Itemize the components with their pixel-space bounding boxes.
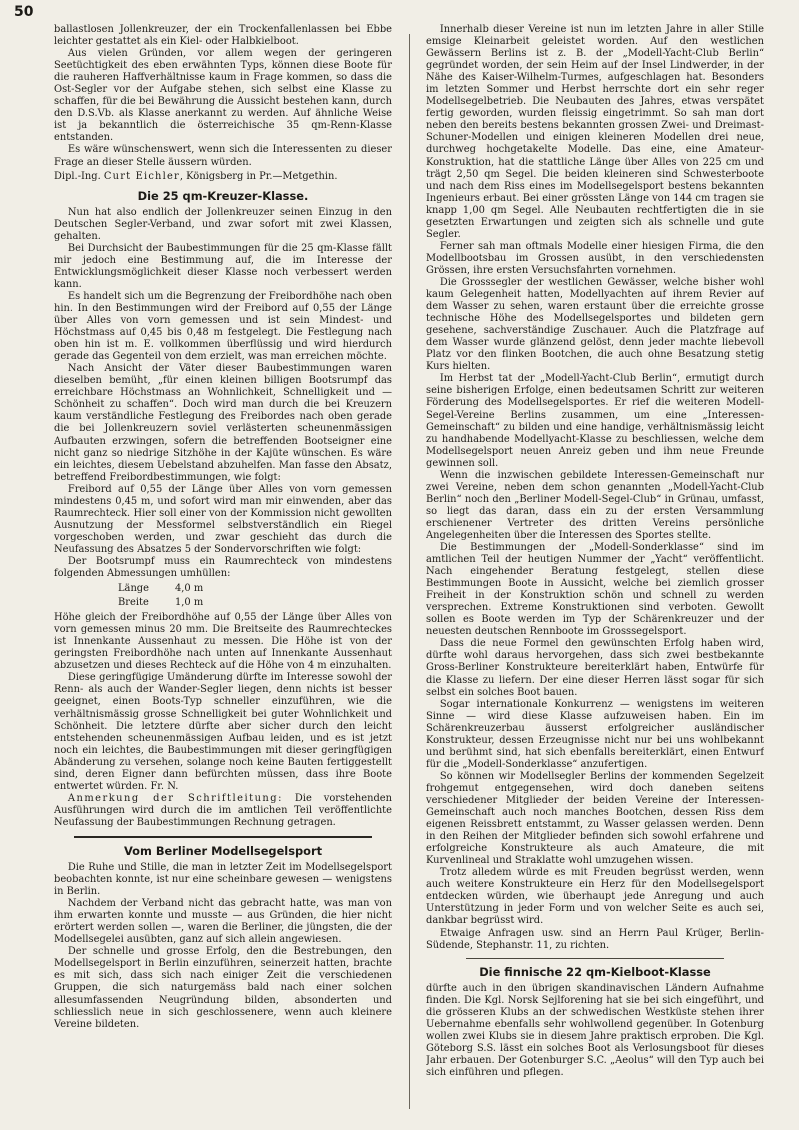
page-number: 50 bbox=[14, 4, 34, 20]
article-paragraph: Dass die neue Formel den gewünschten Erfolg haben wird, dürfte wohl daraus hervorgehen, dass sich zwei bestbekannte Gross-Berliner Konstrukteure bereiterklärt haben, Entwürfe für die Klasse zu liefern. Der eine dieser Herren lässt sogar für sich selbst ein solches Boot bauen. bbox=[426, 638, 764, 698]
dimension-row bbox=[118, 597, 227, 609]
article-heading-22qm: Die finnische 22 qm-Kielboot-Klasse bbox=[479, 964, 711, 979]
article-paragraph: Der schnelle und grosse Erfolg, den die Bestrebungen, den Modellsegelsport in Berlin einzuführen, seinerzeit hatten, brachte es mit sich, dass sich nach einiger Zeit die verschiedenen Gruppen, die sich naturgemäss bald nach einer solchen allesumfassenden Neugründung bilden, absonderten und schliesslich neue in sich geschlossenere, wenn auch kleinere Vereine bildeten. bbox=[54, 946, 392, 1030]
column-divider bbox=[409, 34, 410, 1109]
editor-note-label: Anmerkung der Schriftleitung: bbox=[67, 792, 283, 804]
article-paragraph: Nach Ansicht der Väter dieser Baubestimmungen waren dieselben bemüht, „für einen kleinen billigen Bootsrumpf das erreichbare Höchstmass an Wohnlichkeit, Schnelligkeit und — Schönheit zu schaffen“. Doch wird man durch die bei Kreuzern kaum verständliche Festlegung des Freibordes nach oben gerade die bei Jollenkreuzern soviel verlästerten scheunenmässigen Aufbauten erzwingen, sofern die betreffenden Bootseigner eine nicht ganz so niedrige Sitzhöhe in der Kajüte wünschen. Es wäre ein leichtes, diesem Uebelstand abzuhelfen. Man fasse den Absatz, betreffend Freibordbestimmungen, wie folgt: bbox=[54, 363, 392, 483]
article-paragraph: Die Ruhe und Stille, die man in letzter Zeit im Modellsegelsport beobachten konnte, ist nur eine scheinbare gewesen — wenigstens in Berlin. bbox=[54, 862, 392, 898]
article-heading-25qm: Die 25 qm-Kreuzer-Klasse. bbox=[137, 188, 309, 203]
editor-note-text: Die vorstehenden Ausführungen wird durch die im amtlichen Teil veröffentlichte Neufassung der Baubestimmungen Rechnung getragen. bbox=[54, 792, 392, 828]
dimension-value: 4,0 m bbox=[174, 583, 204, 595]
article-paragraph: Bei Durchsicht der Baubestimmungen für die 25 qm-Klasse fällt mir jedoch eine Bestimmung auf, die im Interesse der Entwicklungsmöglichkeit dieser Klasse noch verbessert werden kann. bbox=[54, 242, 392, 290]
author-title: Dipl.-Ing. bbox=[54, 170, 101, 182]
article-paragraph: Innerhalb dieser Vereine ist nun im letzten Jahre in aller Stille emsige Kleinarbeit geleistet worden. Auf den westlichen Gewässern Berlins ist z. B. der „Modell-Yacht-Club Berlin“ gegründet worden, der sein Heim auf der Insel Lindwerder, in der Nähe des Kaiser-Wilhelm-Turmes, aufgeschlagen hat. Besonders im letzten Sommer und Herbst herrschte dort ein sehr reger Modellsegelbetrieb. Die Neubauten des Jahres, etwas verspätet fertig geworden, wurden fleissig eingetrimmt. So sah man dort neben den bereits bestens bekannten grossen Zwei- und Dreimast-Schuner-Modellen und einigen kleineren Modellen drei neue, durchweg hochgetakelte Modelle. Das eine, eine Amateur-Konstruktion, hat die stattliche Länge über Alles von 225 cm und trägt 2,50 qm Segel. Die beiden kleineren sind Schwesterboote und nach dem Riss eines im Modellsegelsport bestens bekannten Ingenieurs erbaut. Bei einer grössten Länge von 144 cm tragen sie knapp 1,00 qm Segel. Alle Neubauten rechtfertigten die in sie gesetzten Erwartungen und zeigten sich als schnelle und gute Segler. bbox=[426, 24, 764, 240]
left-column bbox=[54, 24, 392, 1114]
article-paragraph: So können wir Modellsegler Berlins der kommenden Segelzeit frohgemut entgegensehen, wird doch daneben seitens verschiedener Mitglieder der beiden Vereine der Interessen-Gemeinschaft auch noch manches Bootchen, dessen Riss dem eigenen Reissbrett entstammt, zu Wasser gelassen werden. Denn in den Reihen der Mitglieder befinden sich sowohl erfahrene und erfolgreiche Konstrukteure als auch Amateure, die mit Kurvenlineal und Straklatte wohl umzugehen wissen. bbox=[426, 770, 764, 867]
dimension-label: Länge bbox=[118, 583, 149, 595]
dimension-row bbox=[118, 583, 227, 595]
article-paragraph: Höhe gleich der Freibordhöhe auf 0,55 der Länge über Alles von vorn gemessen minus 20 mm. Die Breitseite des Raumrechteckes ist Innenkante Aussenhaut zu messen. Die Höhe ist von der geringsten Freibordhöhe nach unten auf Innenkante Aussenhaut abzusetzen und dieses Rechteck auf die Höhe von 4 m einzuhalten. bbox=[54, 612, 392, 672]
article-paragraph: Wenn die inzwischen gebildete Interessen-Gemeinschaft nur zwei Vereine, neben dem schon genannten „Modell-Yacht-Club Berlin“ noch den „Berliner Modell-Segel-Club“ in Grünau, umfasst, so liegt das daran, dass ein zu der ersten Versammlung erschienener Vertreter des dritten Vereins persönliche Angelegenheiten über die Interessen des Sportes stellte. bbox=[426, 469, 764, 541]
editor-note bbox=[54, 793, 392, 829]
author-place: , Königsberg in Pr.—Metgethin. bbox=[179, 170, 338, 182]
intro-paragraph: Aus vielen Gründen, vor allem wegen der geringeren Seetüchtigkeit des eben erwähnten Typs, können diese Boote für die rauheren Haffverhältnisse kaum in Frage kommen, so dass die Ost-Segler vor der Aufgabe stehen, sich selbst eine Klasse zu schaffen, für die bei Bewährung die Aussicht bestehen kann, durch den D.S.Vb. als Klasse anerkannt zu werden. Auf ähnliche Weise ist ja bekanntlich die österreichische 35 qm-Renn-Klasse entstanden. bbox=[54, 48, 392, 144]
article-paragraph: Freibord auf 0,55 der Länge über Alles von vorn gemessen mindestens 0,45 m, und sofort wird man mir einwenden, aber das Raumrechteck. Hier soll einer von der Kommission nicht gewollten Ausnutzung der Messformel selbstverständlich ein Riegel vorgeschoben werden, und zwar geschieht das durch die Neufassung des Absatzes 5 der Sondervorschriften wie folgt: bbox=[54, 483, 392, 555]
article-paragraph: Ferner sah man oftmals Modelle einer hiesigen Firma, die den Modellbootsbau im Grossen ausübt, in den verschiedensten Grössen, ihre ersten Versuchsfahrten vornehmen. bbox=[426, 240, 764, 276]
article-paragraph: Diese geringfügige Umänderung dürfte im Interesse sowohl der Renn- als auch der Wander-Segler liegen, denn nichts ist besser geeignet, einen Boots-Typ schneller einzuführen, wie die verhältnismässig grosse Schnelligkeit bei guter Wohnlichkeit und Schönheit. Die letztere dürfte aber sicher durch den leicht entstehenden scheunenmässigen Aufbau leiden, und es ist jetzt noch ein leichtes, die Baubestimmungen mit dieser geringfügigen Abänderung zu versehen, solange noch keine Bauten fertiggestellt sind, deren Eigner dann befürchten müssen, dass ihre Boote entwertet würden. Fr. N. bbox=[54, 672, 392, 792]
article-heading-modellsegelsport: Vom Berliner Modellsegelsport bbox=[123, 844, 323, 858]
author-signature bbox=[54, 171, 392, 183]
article-paragraph: Im Herbst tat der „Modell-Yacht-Club Berlin“, ermutigt durch seine bisherigen Erfolge, einen bedeutsamen Schritt zur weiteren Förderung des Modellsegelsportes. Er rief die weiteren Modell-Segel-Vereine Berlins zusammen, um eine „Interessen-Gemeinschaft“ zu bilden und eine handige, verhältnismässig leicht zu handhabende Modellyacht-Klasse zu beschliessen, welche dem Modellsegelsport neuen Anreiz geben und ihm neue Freunde gewinnen soll. bbox=[426, 373, 764, 469]
two-column-layout bbox=[54, 24, 768, 1114]
article-paragraph: Nun hat also endlich der Jollenkreuzer seinen Einzug in den Deutschen Segler-Verband, und zwar sofort mit zwei Klassen, gehalten. bbox=[54, 206, 392, 242]
intro-paragraph: Es wäre wünschenswert, wenn sich die Interessenten zu dieser Frage an dieser Stelle äussern würden. bbox=[54, 144, 392, 168]
dimension-label: Breite bbox=[118, 597, 149, 609]
article-paragraph: Nachdem der Verband nicht das gebracht hatte, was man von ihm erwarten konnte und musste — aus Gründen, die hier nicht erörtert werden sollen —, waren die Berliner, die jüngsten, die der Modellsegelei ausübten, ganz auf sich allein angewiesen. bbox=[54, 898, 392, 946]
article-paragraph: Trotz alledem würde es mit Freuden begrüsst werden, wenn auch weitere Konstrukteure ein Herz für den Modellsegelsport entdecken würden, wie überhaupt jede Anregung und auch Unterstützung in jeder Form und von welcher Seite es auch sei, dankbar begrüsst wird. bbox=[426, 867, 764, 927]
article-paragraph: Sogar internationale Konkurrenz — wenigstens im weiteren Sinne — wird diese Klasse aufzuweisen haben. Ein im Schärenkreuzerbau äusserst erfolgreicher ausländischer Konstrukteur, dessen Erzeugnisse nicht nur bei uns wohlbekannt und berühmt sind, hat sich ebenfalls bereiterklärt, einen Entwurf für die „Modell-Sonderklasse“ anzufertigen. bbox=[426, 698, 764, 770]
section-divider bbox=[74, 836, 372, 838]
author-name: Curt Eichler bbox=[103, 170, 180, 182]
section-divider bbox=[466, 958, 724, 959]
dimension-value: 1,0 m bbox=[174, 597, 204, 609]
right-column bbox=[426, 24, 764, 1114]
article-paragraph: Es handelt sich um die Begrenzung der Freibordhöhe nach oben hin. In den Bestimmungen wird der Freibord auf 0,55 der Länge über Alles von vorn gemessen und ist sein Mindest- und Höchstmass auf 0,45 bis 0,48 m festgelegt. Die Festlegung nach oben hin ist m. E. vollkommen überflüssig und wird hierdurch gerade das Gegenteil von dem erzielt, was man erreichen möchte. bbox=[54, 290, 392, 363]
article-paragraph: Die Grosssegler der westlichen Gewässer, welche bisher wohl kaum Gelegenheit hatten, Modellyachten auf ihrem Revier auf dem Wasser zu sehen, waren erstaunt über die erreichte grosse technische Höhe des Modellsegelsportes und bildeten gern gesehene, sachverständige Zuschauer. Auch die Platzfrage auf dem Wasser wurde glänzend gelöst, denn jeder machte liebevoll Platz vor den flinken Bootchen, die auch ohne Besatzung stetig Kurs hielten. bbox=[426, 276, 764, 373]
dimension-table bbox=[116, 581, 229, 611]
intro-paragraph: ballastlosen Jollenkreuzer, der ein Trockenfallenlassen bei Ebbe leichter gestattet als ein Kiel- oder Halbkielboot. bbox=[54, 24, 392, 48]
article-paragraph: dürfte auch in den übrigen skandinavischen Ländern Aufnahme finden. Die Kgl. Norsk Sejlforening hat sie bei sich eingeführt, und die grösseren Klubs an der schwedischen Westküste stehen ihrer Uebernahme ebenfalls sehr wohlwollend gegenüber. In Gotenburg wollen zwei Klubs sie in diesem Jahre praktisch erproben. Die Kgl. Göteborg S.S. lässt ein solches Boot als Verlosungsboot für dieses Jahr erbauen. Der Gotenburger S.C. „Aeolus“ will den Typ auch bei sich einführen und pflegen. bbox=[426, 982, 764, 1078]
article-paragraph: Die Bestimmungen der „Modell-Sonderklasse“ sind im amtlichen Teil der heutigen Nummer der „Yacht“ veröffentlicht. Nach eingehender Beratung festgelegt, stellen diese Bestimmungen Boote in Aussicht, welche bei ziemlich grosser Freiheit in der Konstruktion schön und schnell zu werden versprechen. Extreme Konstruktionen sind verboten. Gewollt sollen es Boote werden im Typ der Schärenkreuzer und der neuesten deutschen Rennboote im Grosssegelsport. bbox=[426, 542, 764, 638]
inquiries-note: Etwaige Anfragen usw. sind an Herrn Paul Krüger, Berlin-Südende, Stephanstr. 11, zu richten. bbox=[426, 927, 764, 951]
article-paragraph: Der Bootsrumpf muss ein Raumrechteck von mindestens folgenden Abmessungen umhüllen: bbox=[54, 555, 392, 580]
